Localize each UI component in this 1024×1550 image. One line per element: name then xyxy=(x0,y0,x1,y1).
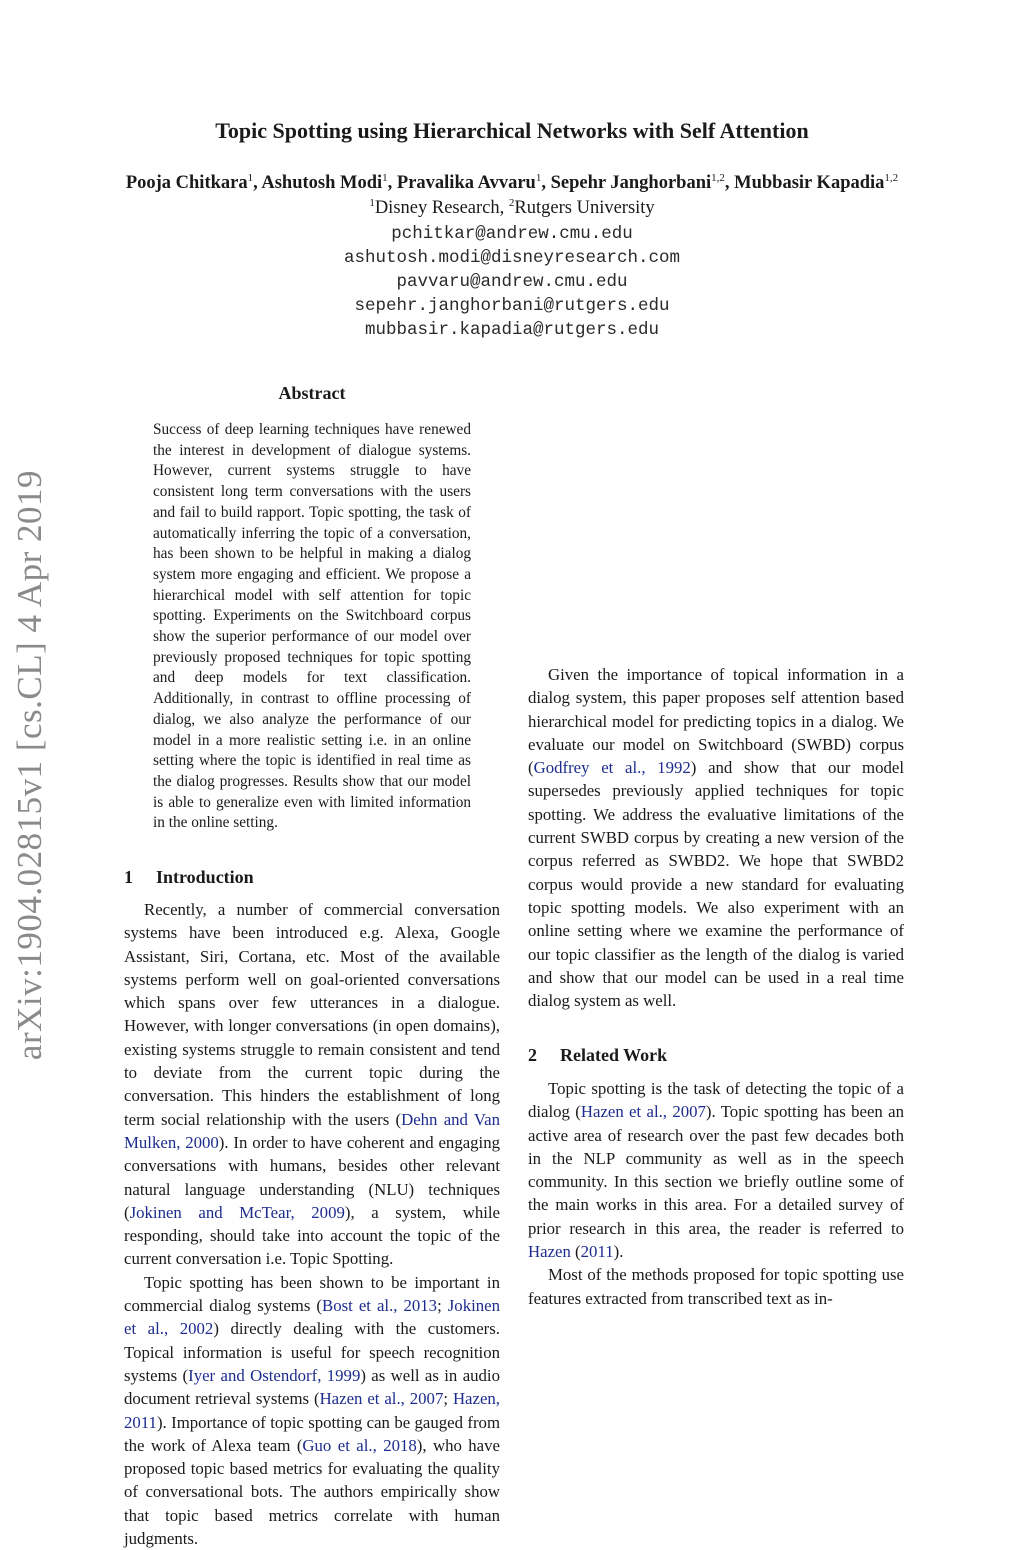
citation-link[interactable]: Hazen et al., 2007 xyxy=(319,1389,444,1409)
citation-link[interactable]: Jokinen and McTear, 2009 xyxy=(129,1202,345,1222)
citation-link[interactable]: Iyer and Ostendorf, 1999 xyxy=(188,1365,361,1385)
email[interactable]: ashutosh.modi@disneyresearch.com xyxy=(343,248,681,268)
right-column-text xyxy=(528,383,904,1012)
affiliation-name: Disney Research, xyxy=(374,198,505,219)
email[interactable]: mubbasir.kapadia@rutgers.edu xyxy=(364,320,660,340)
section-title: Introduction xyxy=(156,867,254,887)
citation-link[interactable]: Guo et al., 2018 xyxy=(302,1435,417,1455)
paper-title: Topic Spotting using Hierarchical Networks with Self Attention xyxy=(215,118,809,143)
abstract-text: Success of deep learning techniques have renewed the interest in development of dialogue systems. However, current systems struggle to have consistent long term conversations with the users and fail to build rapport. Topic spotting, the task of automatically inferring the topic of a conversation, has been shown to be helpful in making a dialog system more engaging and efficient. We propose a hierarchical model with self attention for topic spotting. Experiments on the Switchboard corpus show the superior performance of our model over previously proposed techniques for topic spotting and deep models for text classification. Additionally, in contrast to offline processing of dialog, we also analyze the performance of our model in a more realistic setting i.e. in an online setting where the topic is identified in real time as the dialog progresses. Results show that our model is able to generalize even with limited information in the online setting. xyxy=(153,421,471,832)
author-name: Sepehr Janghorbani xyxy=(550,173,712,194)
email[interactable]: pavvaru@andrew.cmu.edu xyxy=(396,272,628,292)
affiliation-name: Rutgers University xyxy=(514,198,655,219)
email[interactable]: pchitkar@andrew.cmu.edu xyxy=(391,224,633,244)
paragraph: Topic spotting is the task of detecting the topic of a dialog (Hazen et al., 2007). Topic spotting has been an active area of research over the past few decades both in the NLP community as well as in the speech community. In this section we briefly outline some of the main works in this area. For a detailed survey of prior research in this area, the reader is referred to Hazen (2011). xyxy=(528,1079,904,1262)
citation-link[interactable]: Jokinen et al., 2002 xyxy=(124,1296,500,1339)
section-number: 1 xyxy=(124,867,133,887)
paragraph: Topic spotting has been shown to be important in commercial dialog systems (Bost et al., 2013; Jokinen et al., 2002) directly dealing with the customers. Topical information is useful for speech recognition systems (Iyer and Ostendorf, 1999) as well as in audio document retrieval systems (Hazen et al., 2007; Hazen, 2011). Importance of topic spotting can be gauged from the work of Alexa team (Guo et al., 2018), who have proposed topic based metrics for evaluating the quality of conversational bots. The authors empirically show that topic based metrics correlate with human judgments. xyxy=(124,1272,500,1549)
related-work-text xyxy=(528,1077,904,1310)
citation-link[interactable]: Dehn and Van Mulken, 2000 xyxy=(124,1109,500,1152)
author-affiliation-marker: 1,2 xyxy=(884,172,899,184)
left-column-text xyxy=(124,898,500,1550)
email[interactable]: sepehr.janghorbani@rutgers.edu xyxy=(354,296,670,316)
affiliation-number: 1 xyxy=(369,197,375,209)
citation-link[interactable]: Hazen, 2011 xyxy=(124,1389,500,1432)
author-name: Pravalika Avvaru xyxy=(396,173,536,194)
author-list: Pooja Chitkara$^1$, Ashutosh Modi$^1$, Pravalika Avvaru$^1$, Sepehr Janghorbani$^{1,2}$, Mubbasir Kapadia$^{1,2}$ xyxy=(125,172,899,194)
email-list xyxy=(0,222,1024,342)
continuation-clip xyxy=(528,383,904,663)
section-heading-related-work xyxy=(528,1045,667,1066)
affiliation-number: 2 xyxy=(508,197,515,209)
paragraph: Recently, a number of commercial conversation systems have been introduced e.g. Alexa, Google Assistant, Siri, Cortana, etc. Most of the available systems perform well on goal-oriented conversations which spans over few utterances in a dialogue. However, with longer conversations (in open domains), existing systems struggle to remain consistent and tend to deviate from the current topic during the conversation. This hinders the establishment of long term social relationship with the users (Dehn and Van Mulken, 2000). In order to have coherent and engaging conversations with humans, besides other relevant natural language understanding (NLU) techniques (Jokinen and McTear, 2009), a system, while responding, should take into account the topic of the current conversation i.e. Topic Spotting. xyxy=(124,900,500,1269)
author-affiliation-marker: 1 xyxy=(382,172,388,184)
paragraph: Given the importance of topical information in a dialog system, this paper proposes self attention based hierarchical model for predicting topics in a dialog. We evaluate our model on Switchboard (SWBD) corpus (Godfrey et al., 1992) and show that our model supersedes previously applied techniques for topic spotting. We address the evaluative limitations of the current SWBD corpus by creating a new version of the corpus referred as SWBD2. We hope that SWBD2 corpus would provide a new standard for evaluating topic spotting models. We also experiment with an online setting where we examine the performance of our topic classifier as the length of the dialog is varied and show that our model can be used in a real time dialog system as well. xyxy=(528,665,904,1011)
section-number: 2 xyxy=(528,1045,537,1065)
author-affiliation-marker: 1 xyxy=(247,172,254,184)
author-affiliation-marker: 1,2 xyxy=(711,172,725,184)
citation-link[interactable]: Hazen xyxy=(528,1242,571,1262)
author-name: Ashutosh Modi xyxy=(261,173,383,194)
paragraph: Most of the methods proposed for topic spotting use features extracted from transcribed text as in- xyxy=(528,1265,904,1308)
affiliations xyxy=(0,197,1024,219)
citation-link[interactable]: 2011 xyxy=(580,1242,614,1262)
abstract-heading: Abstract xyxy=(278,383,346,403)
citation-link[interactable]: Godfrey et al., 1992 xyxy=(533,758,691,778)
author-affiliation-marker: 1 xyxy=(535,172,542,184)
arxiv-identifier: arXiv:1904.02815v1 [cs.CL] 4 Apr 2019 xyxy=(10,469,49,1061)
author-name: Mubbasir Kapadia xyxy=(734,173,885,194)
citation-link[interactable]: Hazen et al., 2007 xyxy=(580,1102,706,1122)
section-title: Related Work xyxy=(560,1045,668,1065)
citation-link[interactable]: Bost et al., 2013 xyxy=(322,1296,438,1316)
section-heading-introduction xyxy=(124,867,254,888)
author-name: Pooja Chitkara xyxy=(125,173,248,194)
